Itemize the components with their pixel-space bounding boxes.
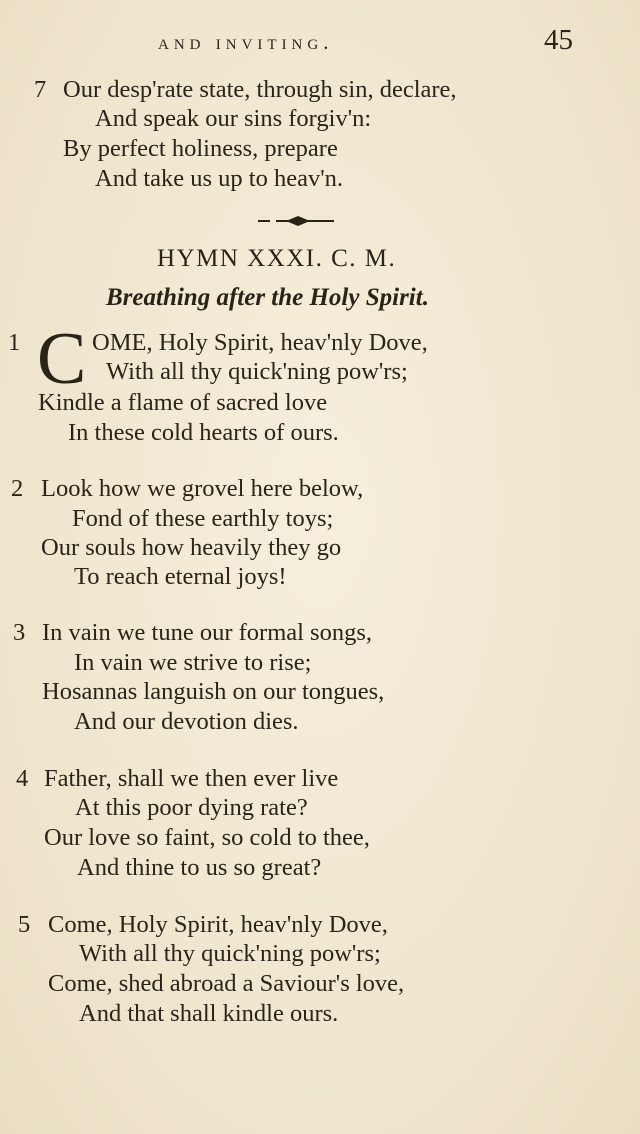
verse-line: In these cold hearts of ours. [68,419,339,446]
verse-line: Hosannas languish on our tongues, [42,678,385,705]
verse-line: And thine to us so great? [77,854,322,881]
verse-line: To reach eternal joys! [74,563,287,590]
verse-line: Our souls how heavily they go [41,534,342,561]
verse-line: By perfect holiness, prepare [63,135,338,162]
verse-line: Our love so faint, so cold to thee, [44,824,370,851]
verse-line: OME, Holy Spirit, heav'nly Dove, [92,329,428,356]
running-head: and inviting. [158,30,334,54]
verse-line: Come, Holy Spirit, heav'nly Dove, [48,911,388,938]
verse-line: With all thy quick'ning pow'rs; [106,358,408,385]
verse-line: At this poor dying rate? [75,794,308,821]
verse-line: In vain we strive to rise; [74,649,312,676]
verse-line: Our desp'rate state, through sin, declare, [63,76,457,103]
stanza-number: 5 [18,911,31,938]
stanza-number: 1 [8,329,21,356]
ornament-divider-icon [256,214,336,228]
stanza-number: 3 [13,619,26,646]
verse-line: And our devotion dies. [74,708,299,735]
hymn-subtitle: Breathing after the Holy Spirit. [106,284,429,311]
drop-cap: C [37,318,87,400]
verse-line: Fond of these earthly toys; [72,505,334,532]
stanza-number: 7 [34,76,47,103]
verse-line: And that shall kindle ours. [79,1000,339,1027]
verse-line: Kindle a flame of sacred love [38,389,328,416]
stanza-number: 4 [16,765,29,792]
page-number: 45 [544,24,573,56]
verse-line: And take us up to heav'n. [95,165,344,192]
hymn-title: HYMN XXXI. C. M. [157,245,397,272]
verse-line: With all thy quick'ning pow'rs; [79,940,381,967]
verse-line: Come, shed abroad a Saviour's love, [48,970,405,997]
stanza-number: 2 [11,475,24,502]
verse-line: In vain we tune our formal songs, [42,619,372,646]
verse-line: Look how we grovel here below, [41,475,364,502]
verse-line: And speak our sins forgiv'n: [95,105,372,132]
verse-line: Father, shall we then ever live [44,765,339,792]
